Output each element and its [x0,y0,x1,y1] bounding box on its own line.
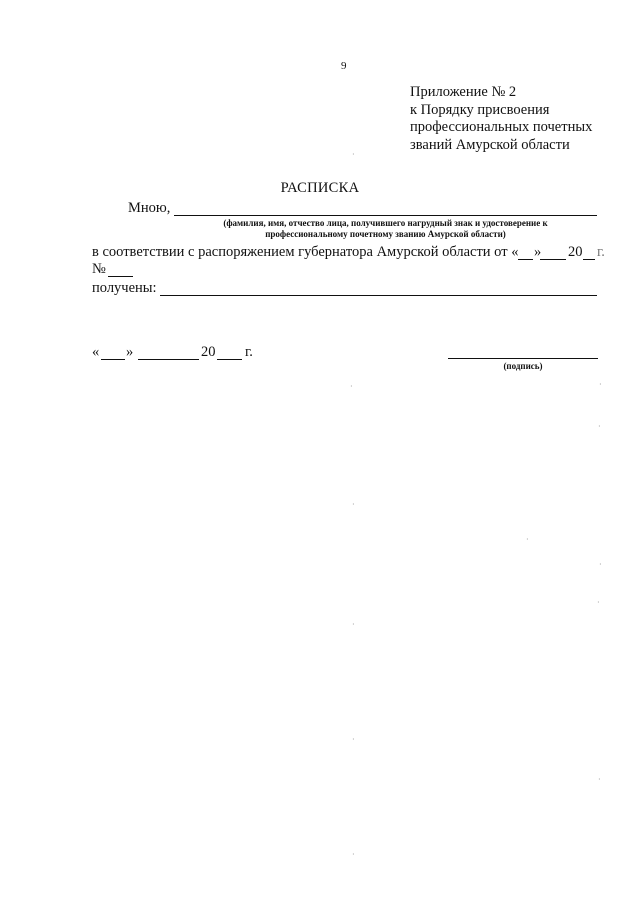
appendix-line: профессиональных почетных [410,119,593,135]
scan-speck: · [597,598,600,607]
scan-speck: · [352,620,355,629]
scan-speck: · [352,150,355,159]
appendix-line: Приложение № 2 [410,84,517,100]
hint-line: (фамилия, имя, отчество лица, получившего нагрудный знак и удостоверение к [223,218,548,228]
scan-speck: · [352,850,355,859]
order-reference-text: в соответствии с распоряжением губернатора Амурской области от « [92,244,519,260]
order-number-label: № [92,261,106,277]
date-close-quote: » [126,344,134,360]
order-year-suffix: г. [597,244,605,260]
recipient-name-field[interactable] [174,200,597,216]
page-number: 9 [341,60,347,72]
date-year-prefix: 20 [201,344,216,360]
hint-line: профессиональному почетному званию Амурской области) [265,228,506,239]
scan-speck: · [598,422,601,431]
signature-field[interactable] [448,344,598,359]
recipient-name-hint [174,218,597,239]
appendix-block [410,84,592,154]
order-year-field[interactable] [583,244,595,260]
scan-speck: · [350,382,353,391]
scan-speck: · [526,535,529,544]
order-day-field[interactable] [518,244,533,260]
order-year-prefix: 20 [568,244,583,260]
signature-caption: (подпись) [503,361,543,371]
document-title: РАСПИСКА [280,180,360,196]
appendix-line: званий Амурской области [410,136,570,153]
scan-speck: · [352,735,355,744]
scan-speck: · [599,380,602,389]
scan-speck: · [598,775,601,784]
order-quote-close: » [534,244,542,260]
date-year-suffix: г. [245,344,253,360]
scan-speck: · [352,500,355,509]
date-day-field[interactable] [101,344,125,360]
date-year-field[interactable] [217,344,242,360]
order-number-field[interactable] [108,261,133,277]
received-items-field[interactable] [160,280,597,296]
mnoyu-label: Мною, [128,200,171,216]
appendix-line: к Порядку присвоения [410,101,550,118]
scan-speck: · [599,560,602,569]
received-label: получены: [92,280,157,296]
date-open-quote: « [92,344,100,360]
order-month-field[interactable] [540,244,566,260]
date-month-field[interactable] [138,344,199,360]
